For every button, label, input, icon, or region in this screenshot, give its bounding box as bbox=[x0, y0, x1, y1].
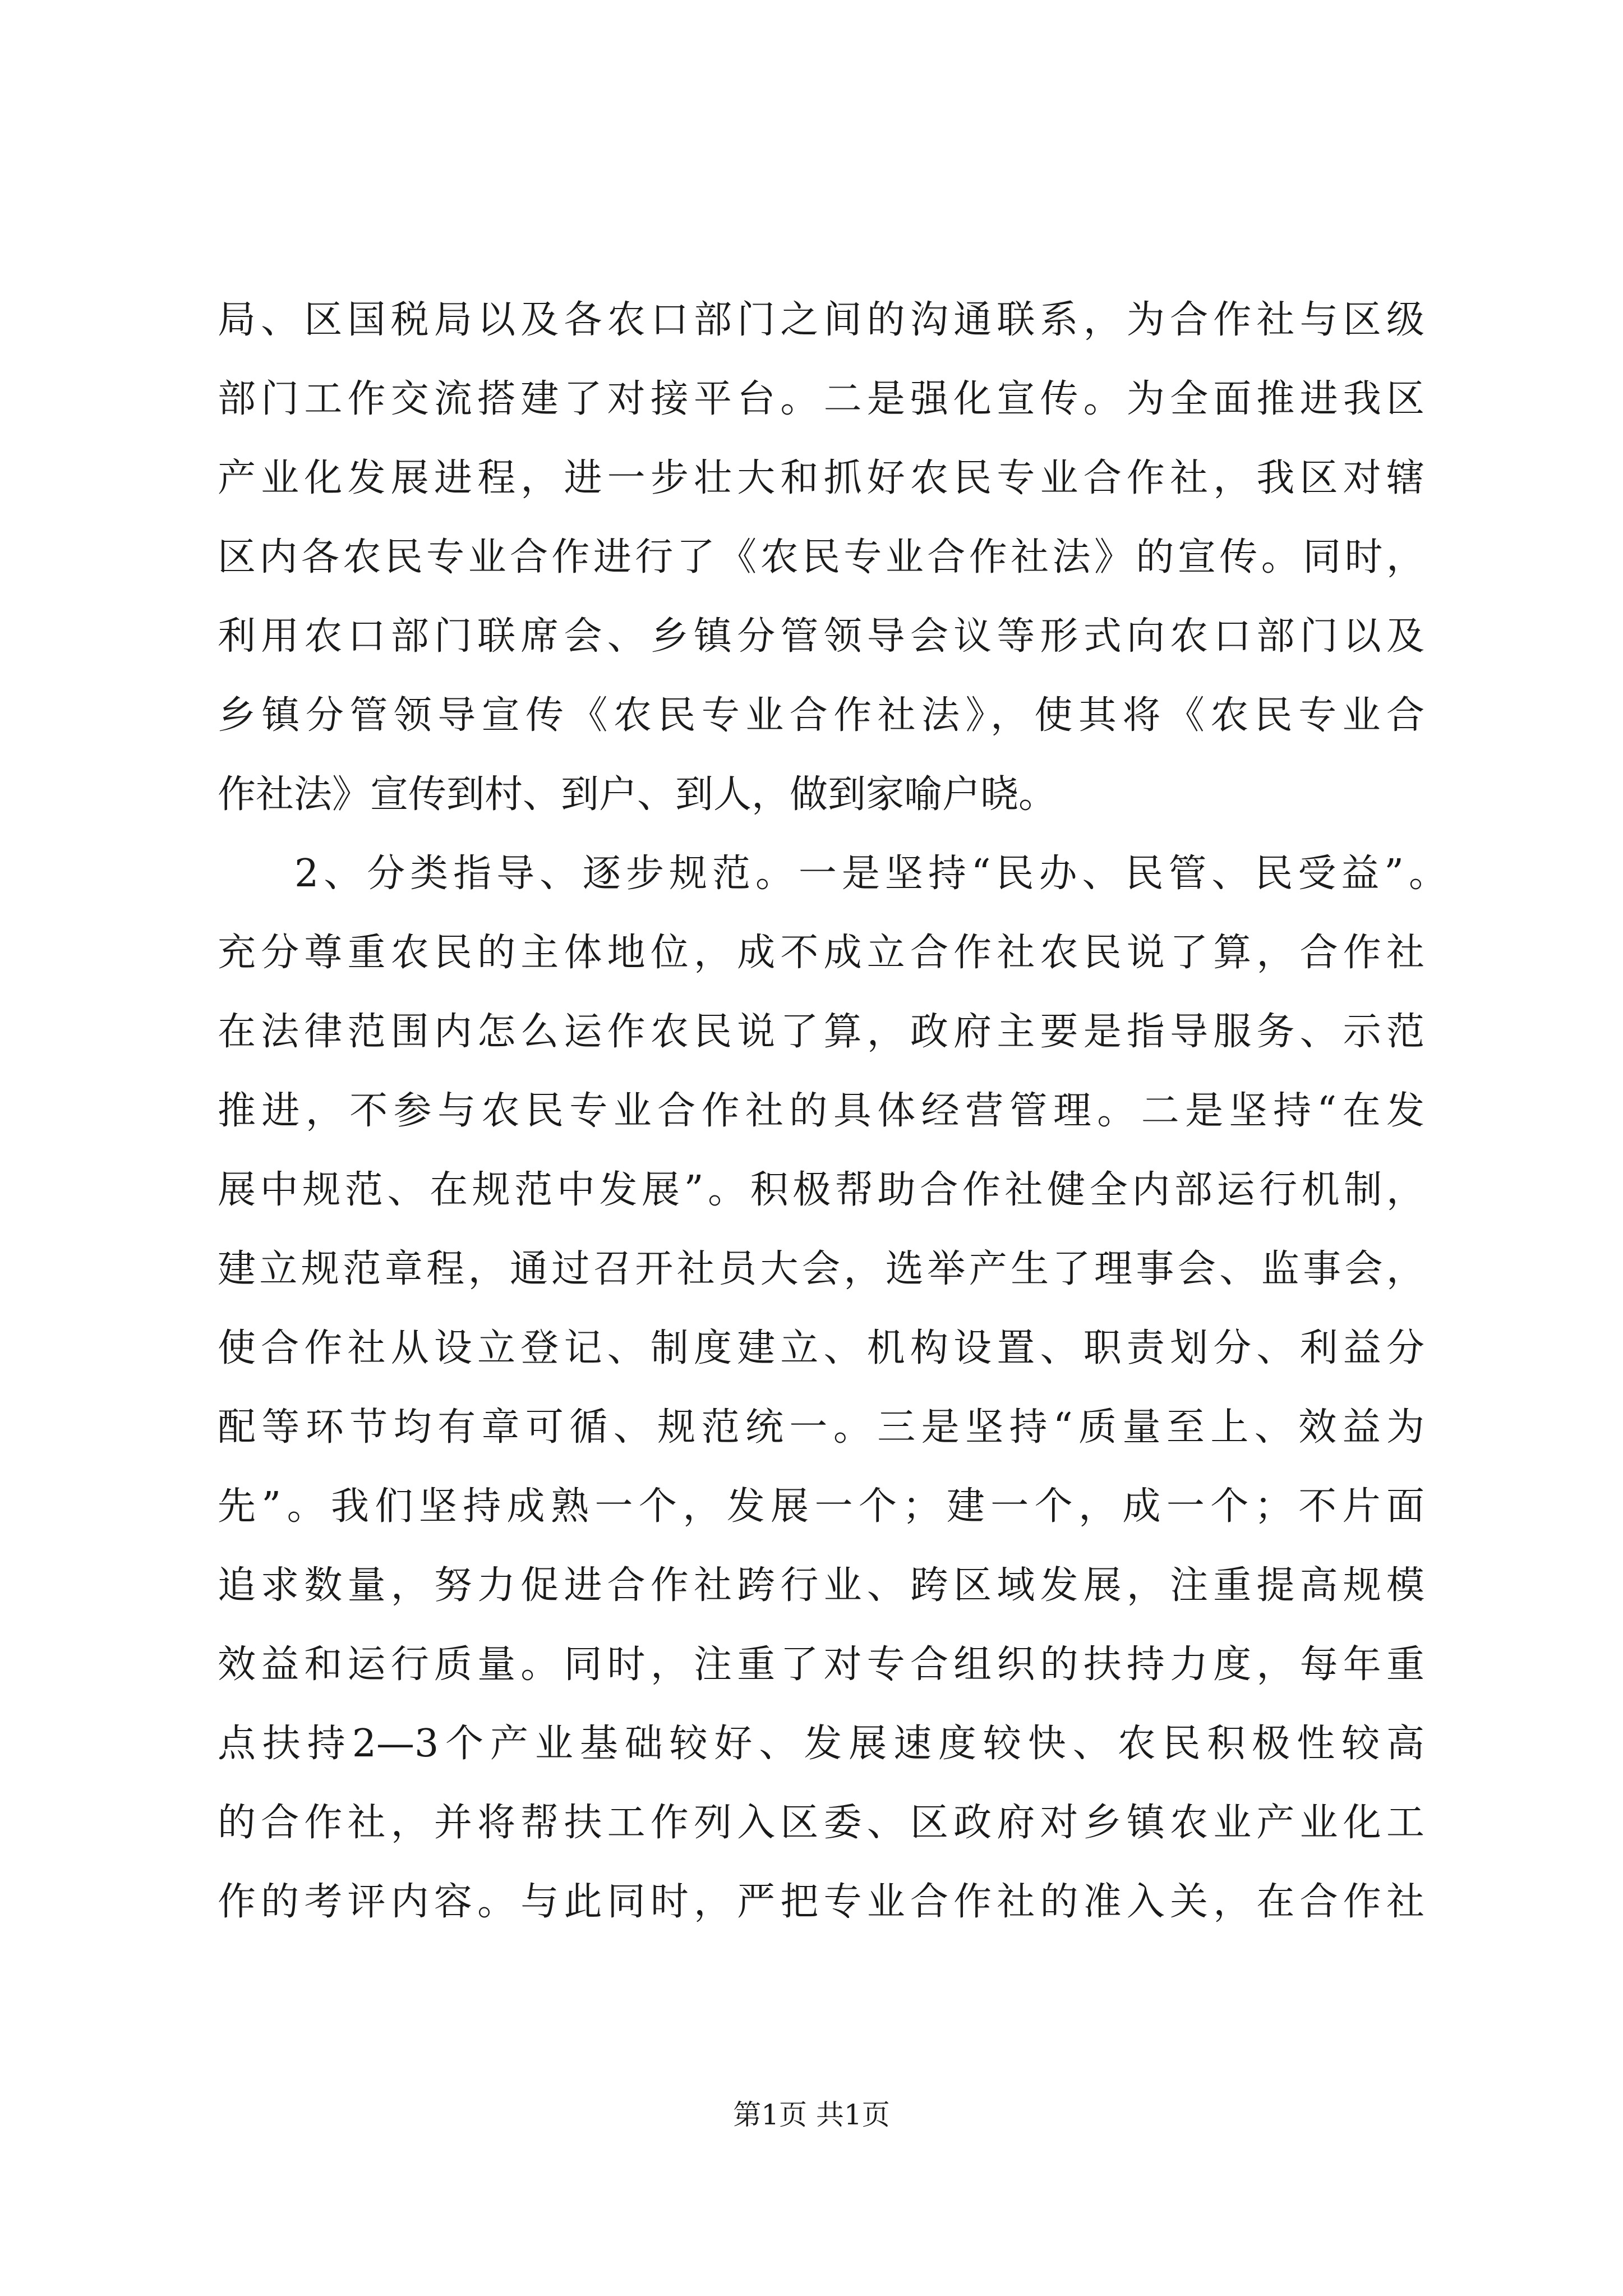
text-line: 作社法》宣传到村、到户、到人，做到家喻户晓。 bbox=[218, 772, 1057, 817]
text-line: 利用农口部门联席会、乡镇分管领导会议等形式向农口部门以及 bbox=[218, 614, 1424, 659]
text-line: 产业化发展进程，进一步壮大和抓好农民专业合作社，我区对辖 bbox=[218, 456, 1424, 500]
text-line: 使合作社从设立登记、制度建立、机构设置、职责划分、利益分 bbox=[218, 1326, 1424, 1370]
text-line: 追求数量，努力促进合作社跨行业、跨区域发展，注重提高规模 bbox=[218, 1563, 1424, 1608]
text-line: 展中规范、在规范中发展”。积极帮助合作社健全内部运行机制， bbox=[218, 1168, 1424, 1212]
text-line: 作的考评内容。与此同时，严把专业合作社的准入关，在合作社 bbox=[218, 1880, 1424, 1924]
text-line: 效益和运行质量。同时，注重了对专合组织的扶持力度，每年重 bbox=[218, 1642, 1424, 1687]
text-line: 局、区国税局以及各农口部门之间的沟通联系，为合作社与区级 bbox=[218, 298, 1424, 342]
text-line: 在法律范围内怎么运作农民说了算，政府主要是指导服务、示范 bbox=[218, 1010, 1424, 1054]
text-line: 建立规范章程，通过召开社员大会，选举产生了理事会、监事会， bbox=[218, 1247, 1424, 1291]
text-line: 先”。我们坚持成熟一个，发展一个；建一个，成一个；不片面 bbox=[218, 1484, 1424, 1529]
text-line: 推进，不参与农民专业合作社的具体经营管理。二是坚持“在发 bbox=[218, 1089, 1424, 1133]
text-line: 区内各农民专业合作进行了《农民专业合作社法》的宣传。同时， bbox=[218, 535, 1424, 579]
page-number-footer: 第1页 共1页 bbox=[733, 2099, 890, 2131]
paragraph-first-line: 2、分类指导、逐步规范。一是坚持“民办、民管、民受益”。 bbox=[294, 852, 1447, 896]
text-line: 乡镇分管领导宣传《农民专业合作社法》，使其将《农民专业合 bbox=[218, 693, 1424, 738]
text-line: 部门工作交流搭建了对接平台。二是强化宣传。为全面推进我区 bbox=[218, 377, 1424, 421]
text-line: 配等环节均有章可循、规范统一。三是坚持“质量至上、效益为 bbox=[218, 1405, 1424, 1450]
text-line: 充分尊重农民的主体地位，成不成立合作社农民说了算，合作社 bbox=[218, 931, 1424, 975]
text-line: 的合作社，并将帮扶工作列入区委、区政府对乡镇农业产业化工 bbox=[218, 1801, 1424, 1845]
document-body bbox=[218, 280, 1447, 1941]
text-line: 点扶持2—3个产业基础较好、发展速度较快、农民积极性较高 bbox=[218, 1722, 1424, 1766]
